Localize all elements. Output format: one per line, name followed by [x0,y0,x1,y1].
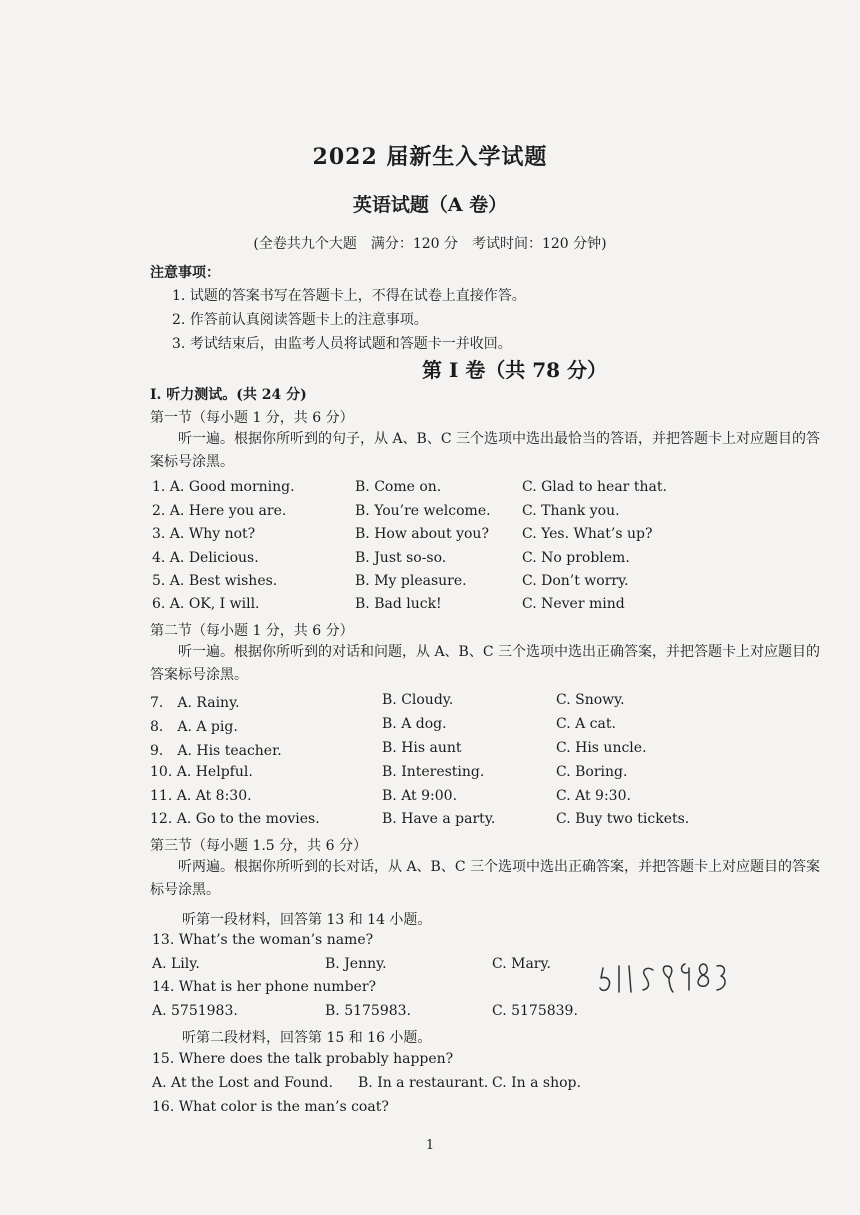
question-15: 15. Where does the talk probably happen? [152,1051,454,1067]
option-b: B. Jenny. [325,956,387,972]
question-16: 16. What color is the man’s coat? [152,1099,389,1115]
part-title: 第 I 卷（共 78 分） [422,358,608,382]
question-14: 14. What is her phone number? [152,979,377,995]
question-row [150,503,840,525]
question-row [150,788,840,810]
option-b: B. Come on. [355,479,442,495]
option-c: C. Buy two tickets. [556,811,690,827]
listening-lead: 听第一段材料，回答第 13 和 14 小题。 [182,912,432,928]
question-row [150,692,840,714]
question-row [150,526,840,548]
option-a: 11. A. At 8:30. [150,788,252,804]
exam-info: (全卷共九个大题 满分：120 分 考试时间：120 分钟) [253,236,607,252]
question-row [150,596,840,618]
question-row [150,1075,840,1097]
subsection-heading: 第二节（每小题 1 分，共 6 分） [150,623,354,639]
option-c: C. Don’t worry. [522,573,629,589]
option-c: C. In a shop. [492,1075,581,1091]
option-b: B. Cloudy. [382,692,454,708]
option-a: 2. A. Here you are. [152,503,287,519]
option-c: C. 5175839. [492,1003,578,1019]
option-c: C. At 9:30. [556,788,631,804]
option-a: 8. A. A pig. [150,719,238,735]
option-c: C. His uncle. [556,740,647,756]
option-a: 4. A. Delicious. [152,550,259,566]
instruction-text: 听一遍。根据你所听到的对话和问题，从 A、B、C 三个选项中选出正确答案，并把答题卡上对应题目的答案标号涂黑。 [150,644,821,683]
option-a: A. At the Lost and Found. [152,1075,333,1091]
option-c: C. Boring. [556,764,628,780]
option-c: C. No problem. [522,550,630,566]
option-b: B. At 9:00. [382,788,458,804]
notice-heading: 注意事项： [150,265,220,281]
option-a: A. 5751983. [152,1003,238,1019]
option-b: B. A dog. [382,716,447,732]
notice-item: 3. 考试结束后，由监考人员将试题和答题卡一并收回。 [172,336,512,352]
handwritten-number [597,958,757,998]
question-row [150,764,840,786]
notice-item: 1. 试题的答案书写在答题卡上，不得在试卷上直接作答。 [172,288,526,304]
option-b: B. You’re welcome. [355,503,491,519]
exam-subtitle: 英语试题（A 卷） [352,194,508,216]
option-a: 10. A. Helpful. [150,764,253,780]
option-b: B. Bad luck! [355,596,442,612]
subsection-heading: 第三节（每小题 1.5 分，共 6 分） [150,838,367,854]
option-b: B. My pleasure. [355,573,467,589]
section-heading: I. 听力测试。(共 24 分) [150,387,307,403]
option-b: B. Just so-so. [355,550,447,566]
instruction-text: 听两遍。根据你所听到的长对话，从 A、B、C 三个选项中选出正确答案，并把答题卡上对应题目的答案标号涂黑。 [150,859,821,898]
option-b: B. 5175983. [325,1003,411,1019]
option-a: 9. A. His teacher. [150,743,282,759]
page-number: 1 [425,1138,435,1153]
option-c: C. A cat. [556,716,616,732]
question-row [150,811,840,833]
option-c: C. Mary. [492,956,551,972]
question-row [150,716,840,738]
option-b: B. Interesting. [382,764,485,780]
notice-item: 2. 作答前认真阅读答题卡上的注意事项。 [172,312,428,328]
option-a: A. Lily. [152,956,200,972]
option-b: B. Have a party. [382,811,496,827]
option-b: B. How about you? [355,526,489,542]
listening-lead: 听第二段材料，回答第 15 和 16 小题。 [182,1030,432,1046]
option-a: 7. A. Rainy. [150,695,240,711]
question-row [150,573,840,595]
question-row [150,550,840,572]
option-c: C. Snowy. [556,692,625,708]
question-13: 13. What’s the woman’s name? [152,932,374,948]
option-b: B. In a restaurant. [358,1075,489,1091]
option-c: C. Thank you. [522,503,620,519]
instruction-text: 听一遍。根据你所听到的句子，从 A、B、C 三个选项中选出最恰当的答语，并把答题卡上对应题目的答案标号涂黑。 [150,431,821,470]
option-c: C. Yes. What’s up? [522,526,653,542]
option-a: 12. A. Go to the movies. [150,811,320,827]
question-row [150,479,840,501]
option-b: B. His aunt [382,740,462,756]
subsection-heading: 第一节（每小题 1 分，共 6 分） [150,410,354,426]
question-row [150,1003,840,1025]
option-c: C. Glad to hear that. [522,479,667,495]
option-a: 1. A. Good morning. [152,479,295,495]
option-a: 3. A. Why not? [152,526,256,542]
option-c: C. Never mind [522,596,625,612]
option-a: 6. A. OK, I will. [152,596,260,612]
option-a: 5. A. Best wishes. [152,573,278,589]
exam-title: 2022 届新生入学试题 [312,144,548,170]
question-row [150,740,840,762]
